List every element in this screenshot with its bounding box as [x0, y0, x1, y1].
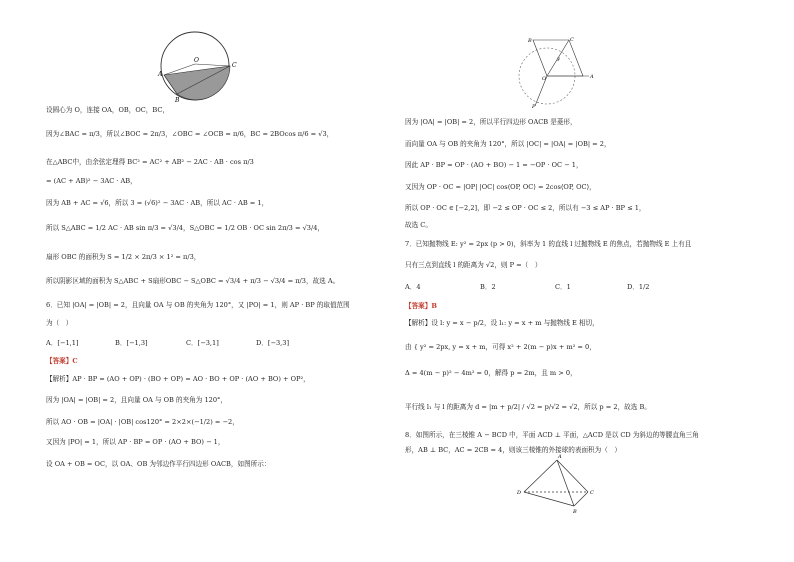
- right-line-3: 因此 AP · BP = OP · (AO + BO) − 1 = −OP · OC − 1，: [405, 161, 583, 169]
- label-b: B: [573, 509, 577, 515]
- left-line-analysis-4: 又因为 |PO| = 1，所以 AP · BP = OP · (AO + BO) − 1，: [46, 438, 225, 446]
- question-6-option-b: B．[−1,3]: [115, 339, 148, 347]
- question-6-option-a: A．[−1,1]: [46, 339, 79, 347]
- label-o: O: [542, 76, 547, 82]
- label-o: O: [194, 57, 199, 64]
- label-b: B: [175, 97, 180, 104]
- left-line-analysis-1: 【解析】AP · BP = (AO + OP) · (BO + OP) = AO · BO + OP · (AO + BO) + OP²，: [46, 375, 310, 383]
- question-6-stem-2: 为（ ）: [46, 319, 73, 327]
- left-line-analysis-3: 所以 AO · OB = |OA| · |OB| cos120° = 2×2×(−1/2) = −2，: [46, 418, 239, 426]
- label-c: C: [570, 37, 574, 43]
- label-p: P: [532, 104, 536, 110]
- label-a: A: [158, 71, 163, 78]
- label-a: A: [558, 454, 562, 460]
- segment-oc: [195, 64, 230, 66]
- question-7-stem-2: 只有三点到直线 l 的距离为 √2，则 P =（ ）: [405, 261, 542, 269]
- right-line-2: 而向量 OA 与 OB 的夹角为 120°，所以 |OC| = |OA| = |OB| = 2，: [405, 140, 611, 148]
- question-8-stem: 8．如图所示，在三棱锥 A − BCD 中，平面 ACD ⊥ 平面，△ACD 是以 CD 为斜边的等腰直角三角: [405, 431, 699, 439]
- right-line-analysis-4: 平行线 l₁ 与 l 的距离为 d = |m + p/2| / √2 = p/√2 = √2，所以 p = 2，故选 B。: [405, 403, 651, 411]
- question-7-option-d: D．1/2: [627, 283, 650, 291]
- question-8-stem-2: 形，AB ⊥ BC，AC = 2CB = 4，则该三棱锥的外接球的表面积为（ ）: [405, 446, 622, 454]
- right-line-analysis-3: Δ = 4(m − p)² − 4m² = 0，解得 p = 2m，且 m > 0，: [405, 369, 577, 377]
- answer-label: 【答案】C: [46, 357, 78, 365]
- edge-ab: [557, 460, 574, 506]
- edge-ad: [524, 460, 557, 492]
- label-y: y: [557, 56, 560, 62]
- left-line-3: 在△ABC中，由余弦定理得 BC² = AC² + AB² − 2AC · AB · cos π/3: [46, 158, 254, 166]
- question-7-option-a: A．4: [405, 283, 421, 291]
- left-line-1: 设圆心为 O，连接 OA，OB，OC，BC，: [46, 106, 170, 114]
- right-line-5: 所以 OP · OC ∈ [−2,2]，即 −2 ≤ OP · OC ≤ 2，所以有 −3 ≤ AP · BP ≤ 1，: [405, 204, 646, 212]
- right-column: [397, 0, 794, 562]
- left-line-4: = (AC + AB)² − 3AC · AB，: [46, 177, 137, 185]
- question-7-option-c: C．1: [555, 283, 571, 291]
- question-7-option-b: B．2: [480, 283, 496, 291]
- question-6-option-d: D．[−3,3]: [256, 339, 290, 347]
- label-b: B: [528, 38, 532, 44]
- left-line-analysis-5: 设 OA + OB = OC，以 OA、OB 为邻边作平行四边形 OACB，如图所示：: [46, 460, 271, 468]
- question-6-stem: 6．已知 |OA| = |OB| = 2，且向量 OA 与 OB 的夹角为 120°，又 |PO| = 1，则 AP · BP 的取值范围: [46, 301, 350, 309]
- answer-label: 【答案】B: [405, 302, 437, 310]
- question-7-stem: 7．已知抛物线 E: y² = 2px (p > 0)，斜率为 1 的直线 l 过抛物线 E 的焦点，若抛物线 E 上有且: [405, 240, 692, 248]
- label-d: D: [517, 490, 522, 496]
- label-c: C: [232, 62, 237, 69]
- right-line-analysis-2: 由 { y² = 2px, y = x + m，可得 x² + 2(m − p)x + m² = 0，: [405, 343, 596, 351]
- left-line-analysis-2: 因为 |OA| = |OB| = 2，且向量 OA 与 OB 的夹角为 120°，: [46, 396, 227, 404]
- tetrahedron-figure: [517, 454, 602, 518]
- edge-cb: [574, 492, 588, 506]
- right-line-1: 因为 |OA| = |OB| = 2，所以平行四边形 OACB 是菱形，: [405, 118, 577, 126]
- left-line-8: 所以阴影区域的面积为 S△ABC + S扇形OBC − S△OBC = √3/4 + π/3 − √3/4 = π/3，故选 A。: [46, 277, 340, 285]
- rhombus-figure: [517, 38, 597, 108]
- left-line-5: 因为 AB + AC = √6，所以 3 = (√6)² − 3AC · AB，所以 AC · AB = 1，: [46, 199, 269, 207]
- left-line-6: 所以 S△ABC = 1/2 AC · AB sin π/3 = √3/4，S△OBC = 1/2 OB · OC sin 2π/3 = √3/4，: [46, 224, 324, 232]
- edge-db: [524, 492, 574, 506]
- edge-ac: [557, 460, 588, 492]
- right-line-4: 又因为 OP · OC = |OP| |OC| cos⟨OP, OC⟩ = 2cos⟨OP, OC⟩，: [405, 183, 596, 191]
- left-line-7: 扇形 OBC 的面积为 S = 1/2 × 2π/3 × 1² = π/3，: [46, 253, 201, 261]
- question-6-option-c: C．[−3,1]: [186, 339, 219, 347]
- label-a: A: [590, 74, 594, 80]
- right-line-analysis-1: 【解析】设 l: y = x − p/2，设 l₁: y = x + m 与抛物线 E 相切，: [405, 319, 599, 327]
- left-line-2: 因为∠BAC = π/3，所以∠BOC = 2π/3，∠OBC = ∠OCB = π/6，BC = 2BOcos π/6 = √3，: [46, 130, 334, 138]
- circle-figure: [155, 28, 255, 108]
- right-line-6: 故选 C。: [405, 221, 432, 229]
- label-c: C: [590, 490, 594, 496]
